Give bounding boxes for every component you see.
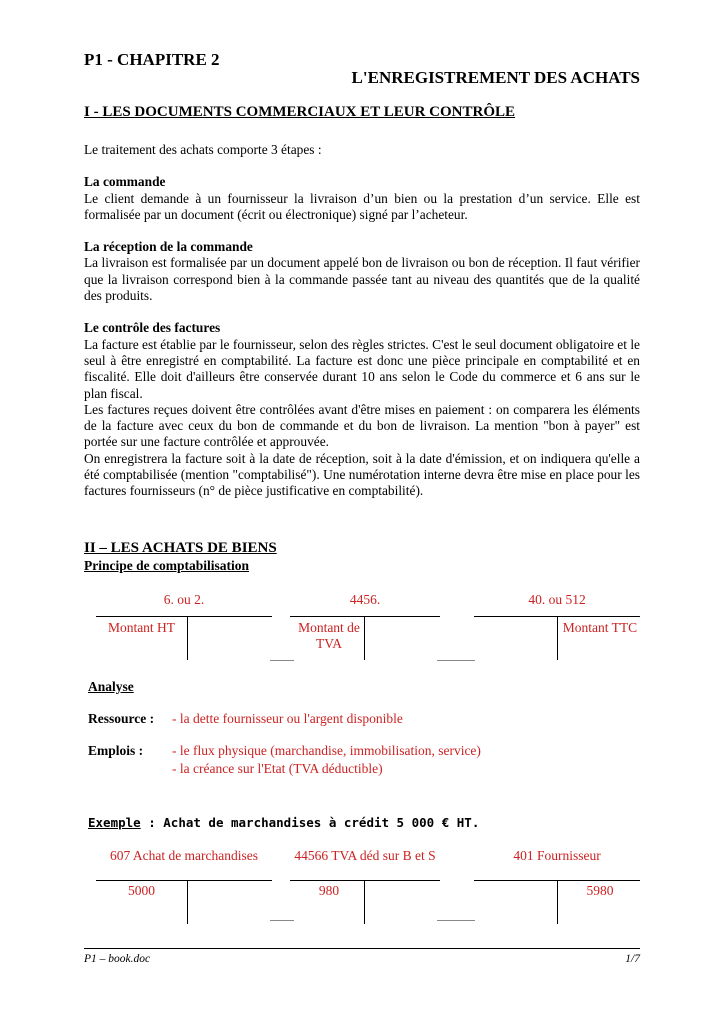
t-account-top-line	[290, 880, 440, 881]
section-2-subtitle: Principe de comptabilisation	[84, 558, 249, 573]
exemple-label: Exemple	[88, 815, 141, 830]
ressource-label: Ressource :	[88, 711, 155, 726]
chapter-heading: P1 - CHAPITRE 2	[84, 50, 220, 69]
t-account-debit: 980	[318, 883, 340, 898]
t-account-divider	[557, 616, 558, 660]
t-account-top-line	[96, 616, 272, 617]
t-account-tail	[270, 660, 294, 661]
t-account-debit: 5000	[128, 883, 155, 898]
emplois-value-1: - le flux physique (marchandise, immobilisation, service)	[172, 743, 481, 758]
t-account-top-line	[290, 616, 440, 617]
t-account-credit: 5980	[586, 883, 614, 898]
t-account-title: 607 Achat de marchandises	[109, 848, 259, 863]
exemple-text: : Achat de marchandises à crédit 5 000 € HT.	[140, 815, 480, 830]
t-account-title: 40. ou 512	[528, 592, 586, 607]
commande-heading: La commande	[84, 174, 166, 190]
t-account-title: 4456.	[349, 592, 381, 607]
emplois-label: Emplois :	[88, 743, 144, 758]
footer-page-number: 1/7	[625, 953, 640, 965]
reception-text: La livraison est formalisée par un document appelé bon de livraison ou bon de réception. Il faut vérifier que la livraison correspond bien à la commande passée tant au niveau des quantités que de la qualité des produits.	[84, 255, 640, 304]
controle-heading: Le contrôle des factures	[84, 320, 221, 336]
t-account-tail	[437, 660, 475, 661]
controle-paragraph-3: On enregistrera la facture soit à la date de réception, soit à la date d'émission, et on indiquera qu'elle a été comptabilisée (mention "comptabilisé"). Une numérotation interne devra être mise en place pour les factures fournisseurs (n° de pièce justificative en comptabilité).	[84, 450, 640, 499]
page-title: L'ENREGISTREMENT DES ACHATS	[351, 68, 640, 87]
t-account-debit: Montant de TVA	[298, 620, 360, 651]
section-1-title: I - LES DOCUMENTS COMMERCIAUX ET LEUR CONTRÔLE	[84, 104, 516, 120]
ressource-value: - la dette fournisseur ou l'argent disponible	[172, 711, 403, 726]
controle-paragraph-1: La facture est établie par le fournisseur, selon des règles strictes. C'est le seul document obligatoire et le seul à être enregistré en comptabilité. La facture est donc une pièce principale en comptabilité et en fiscalité. Elle doit d'ailleurs être conservée durant 10 ans selon le Code du commerce et 6 ans sur le plan fiscal.	[84, 336, 640, 401]
footer-divider	[84, 948, 640, 949]
emplois-value-2: - la créance sur l'Etat (TVA déductible)	[172, 761, 383, 776]
t-account-divider	[557, 880, 558, 924]
section-2-title: II – LES ACHATS DE BIENS	[84, 540, 277, 556]
section-1-body	[84, 142, 640, 500]
t-account-debit: Montant HT	[107, 620, 176, 635]
analyse-heading: Analyse	[88, 679, 134, 694]
t-account-divider	[187, 880, 188, 924]
t-account-divider	[187, 616, 188, 660]
t-account-credit: Montant TTC	[562, 620, 638, 635]
t-account-divider	[364, 880, 365, 924]
intro-text: Le traitement des achats comporte 3 étapes :	[84, 142, 322, 157]
t-account-divider	[364, 616, 365, 660]
t-account-title: 401 Fournisseur	[513, 848, 601, 863]
t-account-tail	[270, 920, 294, 921]
controle-paragraph-2: Les factures reçues doivent être contrôlées avant d'être mises en paiement : on comparera les éléments de la facture avec ceux du bon de commande et du bon de livraison. La mention "bon à payer" est portée sur une facture contrôlée et approuvée.	[84, 401, 640, 450]
footer-filename: P1 – book.doc	[84, 953, 151, 965]
t-account-title: 6. ou 2.	[163, 592, 205, 607]
reception-heading: La réception de la commande	[84, 239, 253, 255]
exemple-line	[88, 815, 479, 830]
commande-text: Le client demande à un fournisseur la livraison d’un bien ou la prestation d’un service. Elle est formalisée par un document (écrit ou électronique) signé par l’acheteur.	[84, 190, 640, 222]
t-account-title: 44566 TVA déd sur B et S	[294, 848, 436, 863]
t-account-tail	[437, 920, 475, 921]
t-account-top-line	[96, 880, 272, 881]
